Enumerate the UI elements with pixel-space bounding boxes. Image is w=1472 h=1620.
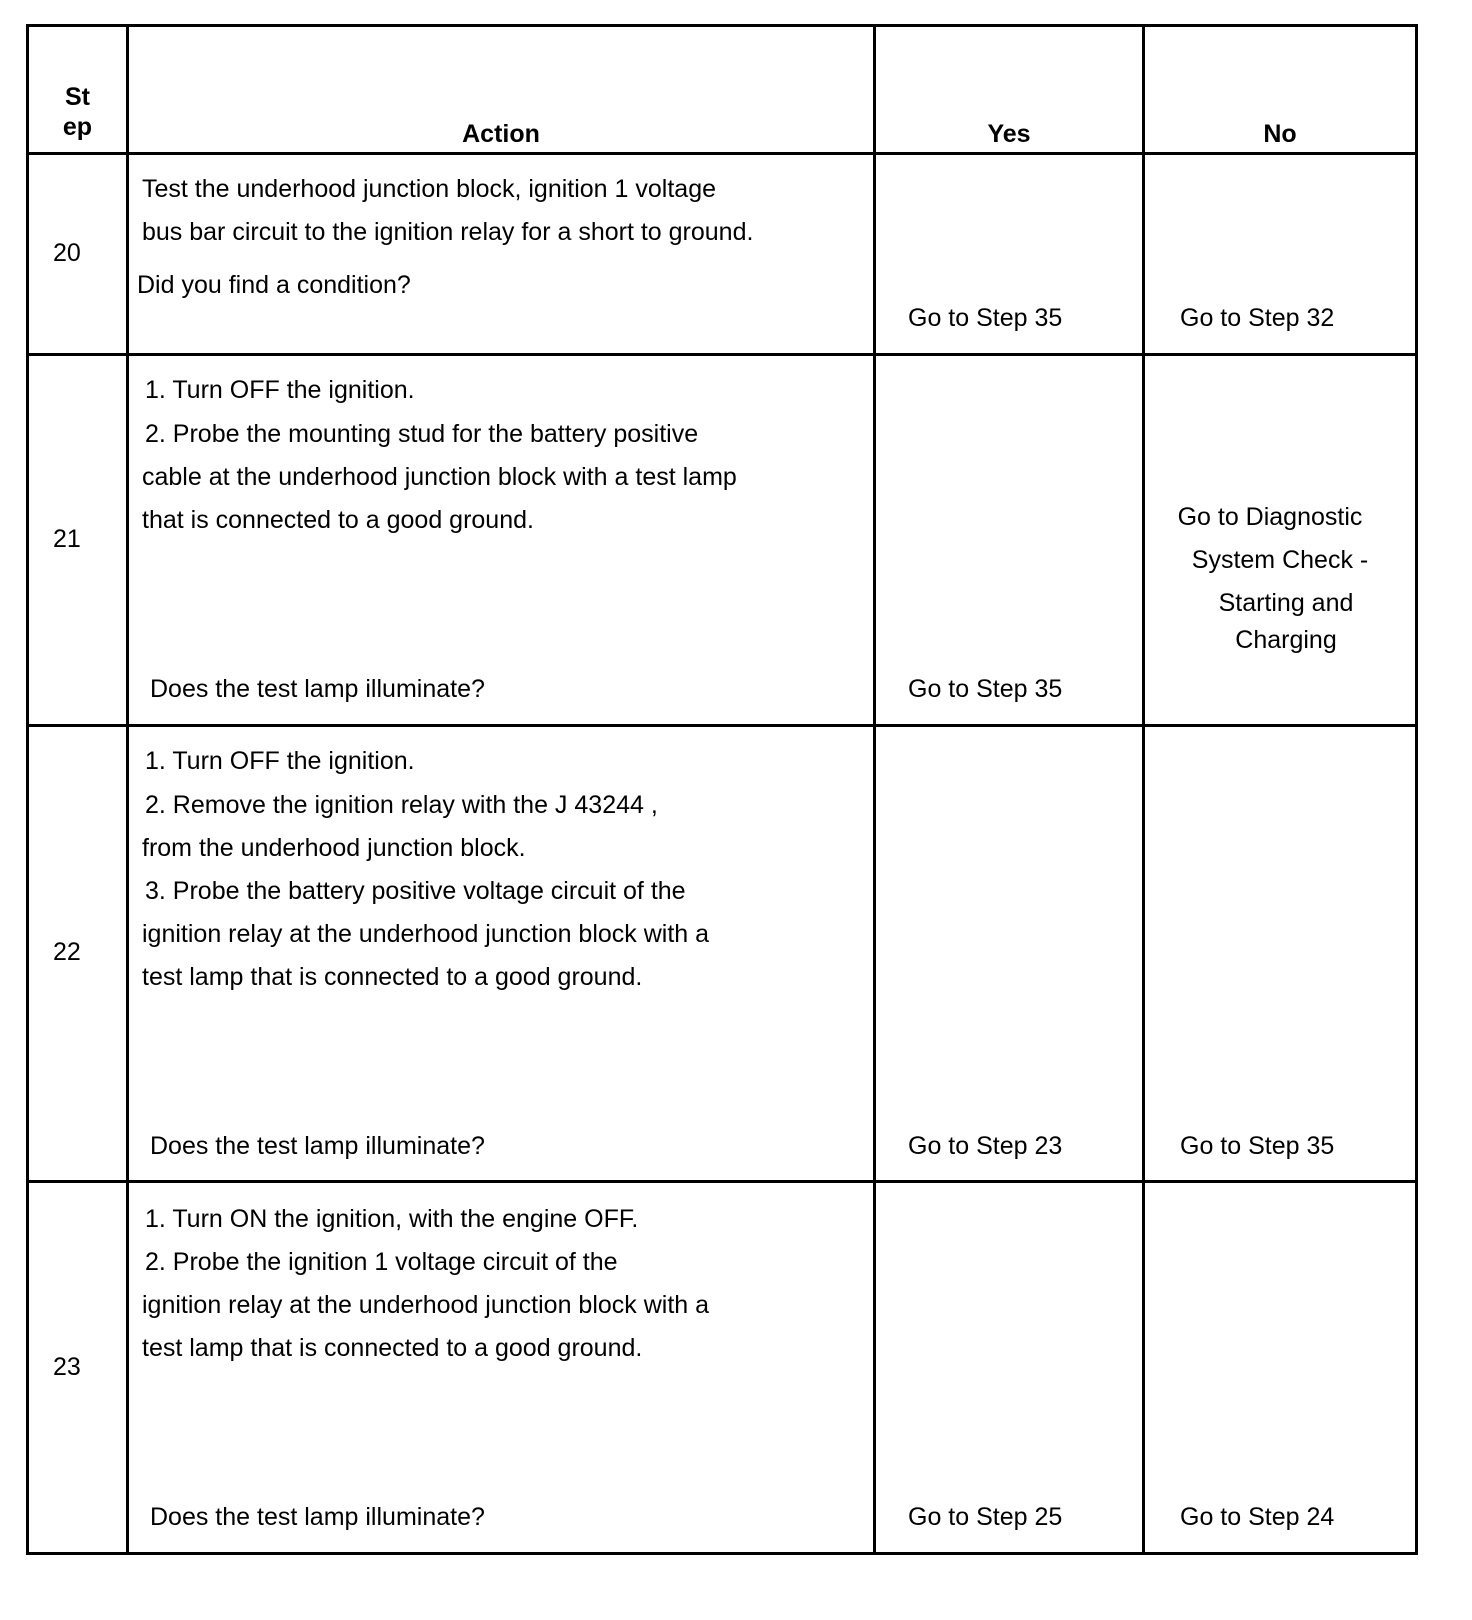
no-result-line: Charging — [1235, 626, 1337, 654]
action-question: Does the test lamp illuminate? — [150, 1132, 485, 1160]
no-result-line: System Check - — [1191, 546, 1369, 574]
yes-result: Go to Step 23 — [908, 1132, 1063, 1160]
yes-result: Go to Step 25 — [908, 1503, 1063, 1531]
header-step — [29, 82, 126, 142]
action-text: 2. Remove the ignition relay with the J 43244 , — [145, 791, 658, 819]
action-text: 1. Turn OFF the ignition. — [145, 376, 415, 404]
column-divider — [1142, 24, 1145, 1555]
action-text: ignition relay at the underhood junction block with a — [142, 1291, 710, 1319]
step-number: 21 — [53, 525, 81, 553]
action-text: ignition relay at the underhood junction block with a — [142, 920, 710, 948]
action-question: Does the test lamp illuminate? — [150, 675, 485, 703]
action-text: that is connected to a good ground. — [142, 506, 534, 534]
action-text: 1. Turn ON the ignition, with the engine OFF. — [145, 1205, 639, 1233]
no-result-line: Starting and — [1218, 589, 1354, 617]
row-divider — [26, 353, 1418, 356]
action-text: 2. Probe the ignition 1 voltage circuit of the — [145, 1248, 618, 1276]
step-number: 20 — [53, 239, 81, 267]
header-action: Action — [462, 120, 540, 148]
action-text: test lamp that is connected to a good ground. — [142, 1334, 643, 1362]
table-border-left — [26, 24, 29, 1555]
action-text: 3. Probe the battery positive voltage circuit of the — [145, 877, 686, 905]
table-border-top — [26, 24, 1418, 27]
row-divider — [26, 724, 1418, 727]
action-text: cable at the underhood junction block with a test lamp — [142, 463, 737, 491]
header-no: No — [1263, 120, 1297, 148]
no-result: Go to Step 32 — [1180, 304, 1335, 332]
column-divider — [126, 24, 129, 1555]
table-border-right — [1415, 24, 1418, 1555]
row-divider — [26, 1180, 1418, 1183]
action-text: test lamp that is connected to a good ground. — [142, 963, 643, 991]
no-result-line: Go to Diagnostic — [1177, 503, 1363, 531]
no-result: Go to Step 35 — [1180, 1132, 1335, 1160]
table-border-bottom — [26, 1552, 1418, 1555]
no-result: Go to Step 24 — [1180, 1503, 1335, 1531]
action-text: from the underhood junction block. — [142, 834, 526, 862]
action-text: 1. Turn OFF the ignition. — [145, 747, 415, 775]
header-divider — [26, 152, 1418, 155]
no-result — [1150, 502, 1420, 655]
action-question: Does the test lamp illuminate? — [150, 1503, 485, 1531]
header-step-line: St — [65, 83, 90, 111]
header-yes: Yes — [987, 120, 1031, 148]
column-divider — [873, 24, 876, 1555]
step-number: 23 — [53, 1353, 81, 1381]
header-step-line: ep — [62, 113, 93, 141]
action-text: bus bar circuit to the ignition relay for a short to ground. — [142, 218, 754, 246]
action-text: Test the underhood junction block, ignition 1 voltage — [142, 175, 716, 203]
action-text: 2. Probe the mounting stud for the battery positive — [145, 420, 699, 448]
action-question: Did you find a condition? — [137, 271, 411, 299]
yes-result: Go to Step 35 — [908, 675, 1063, 703]
yes-result: Go to Step 35 — [908, 304, 1063, 332]
step-number: 22 — [53, 938, 81, 966]
